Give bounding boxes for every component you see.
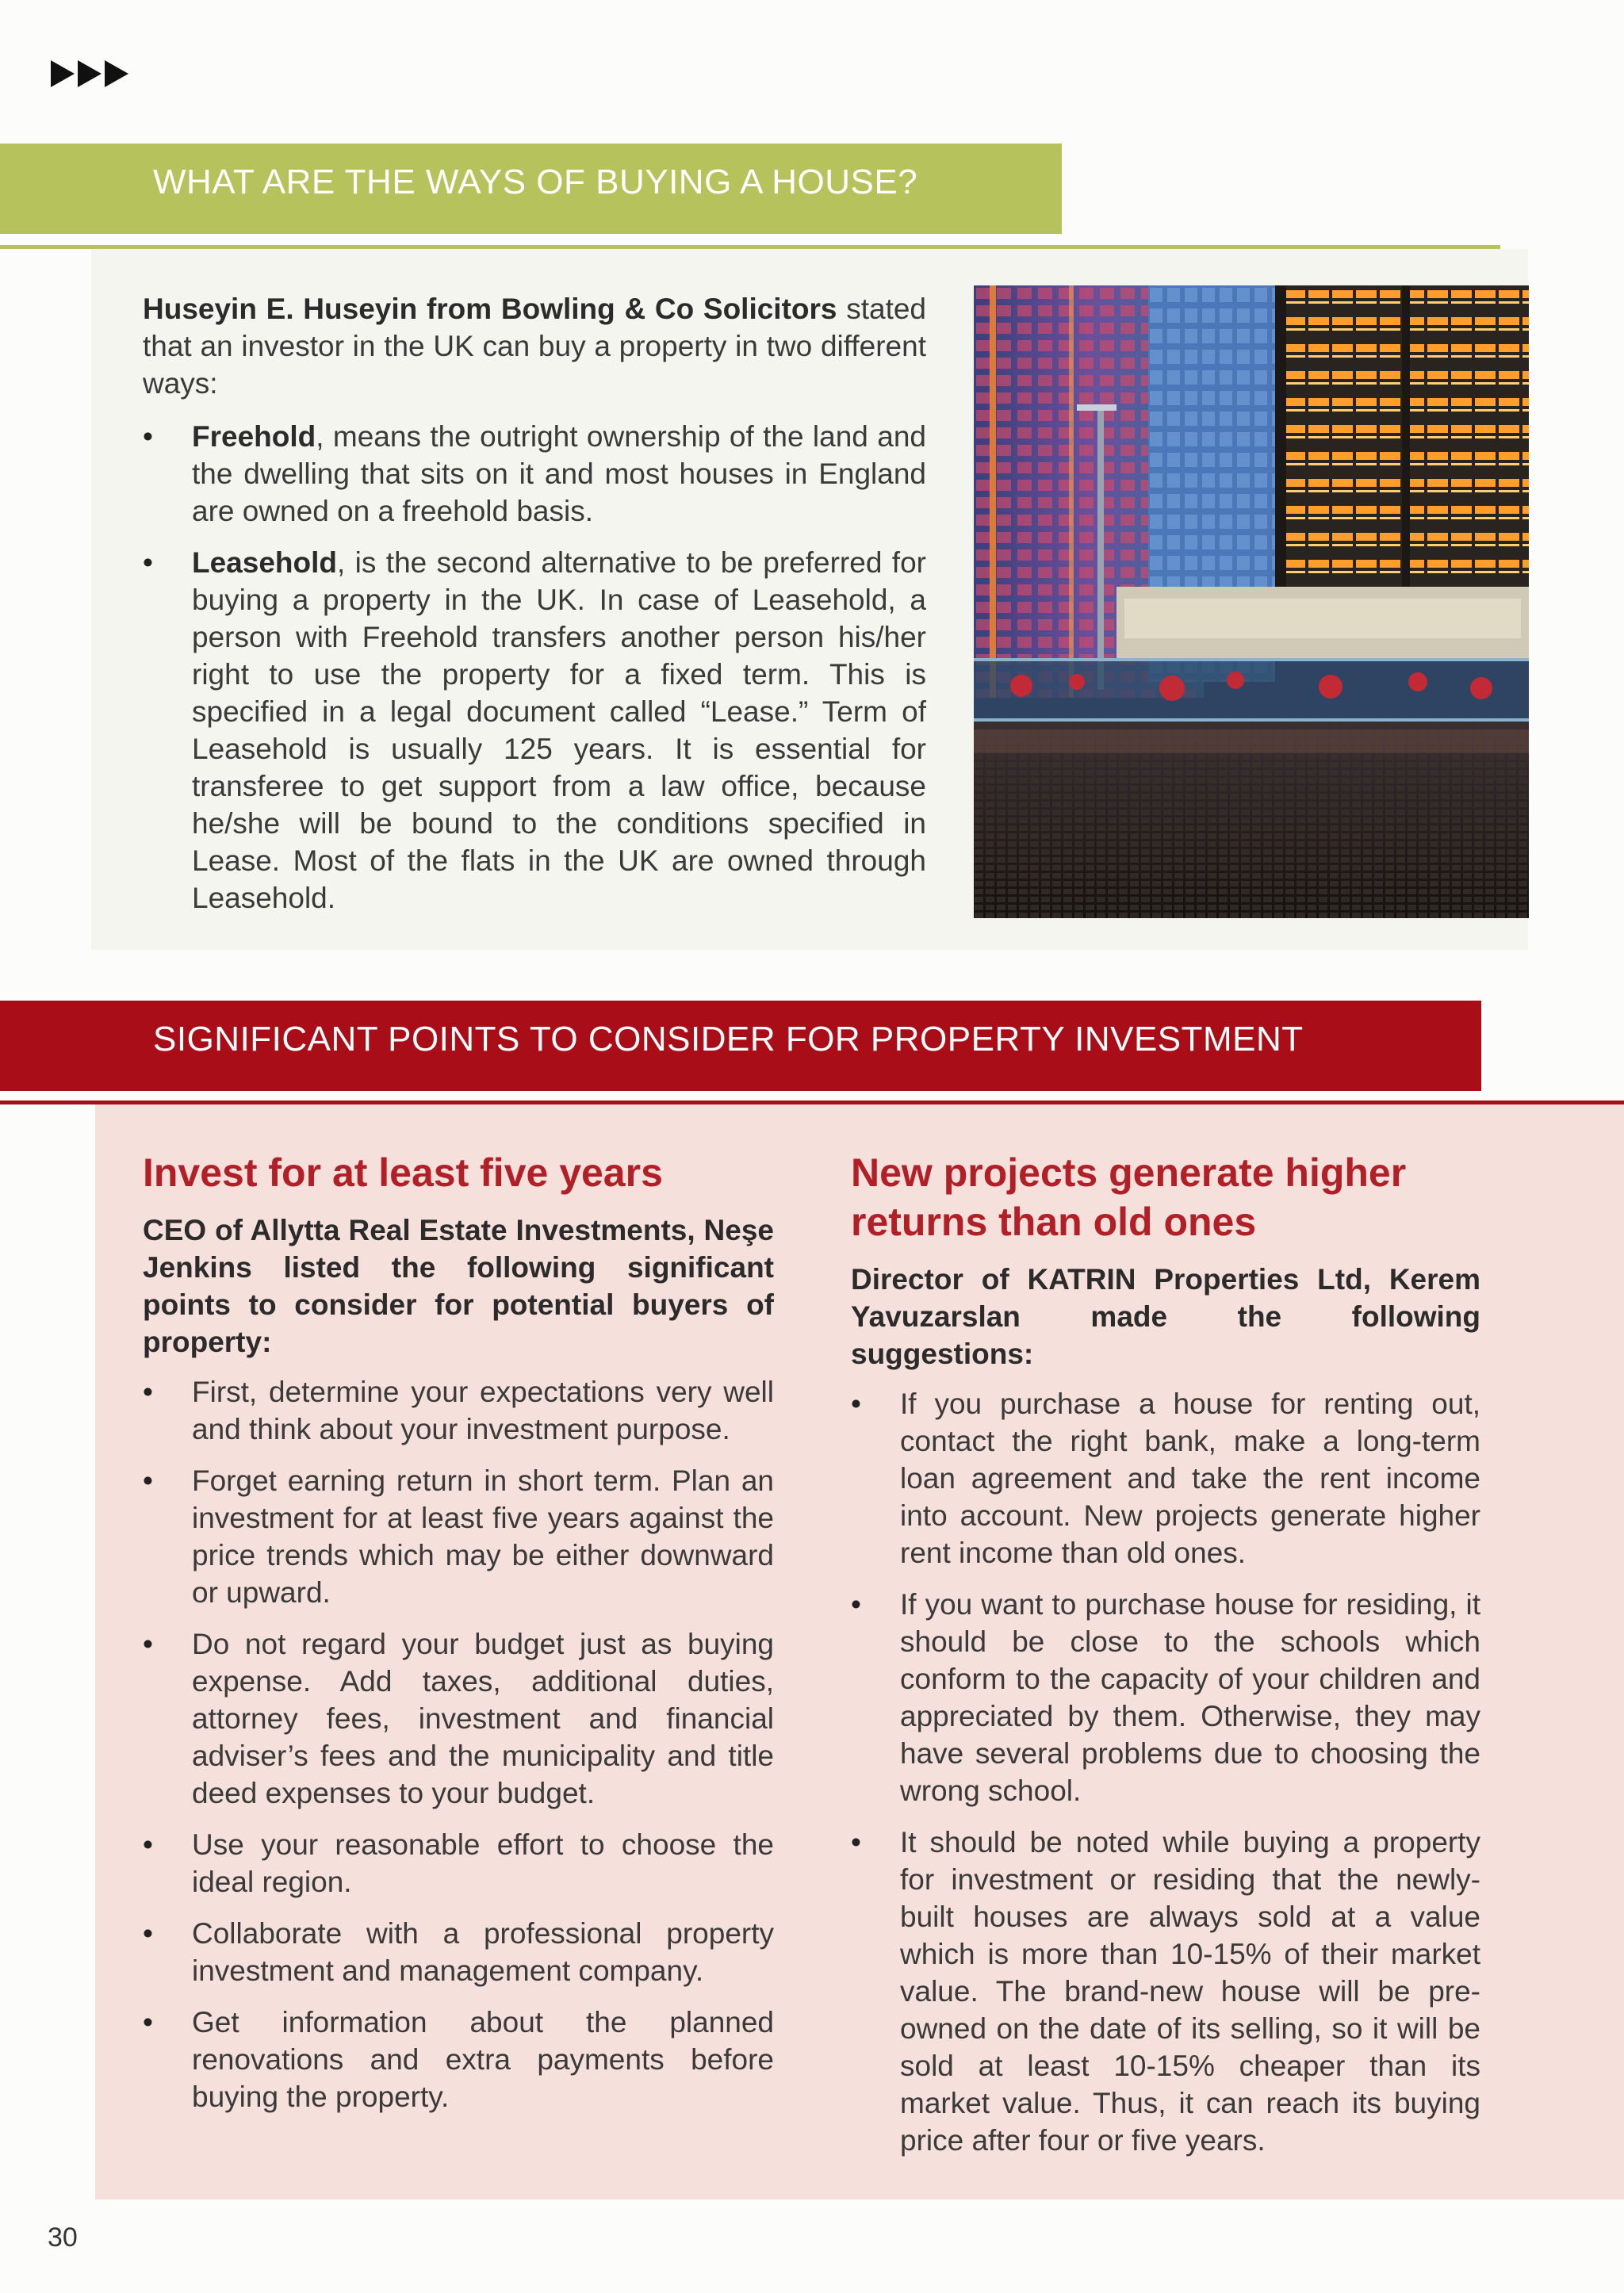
list-item bbox=[851, 1385, 1480, 1571]
left-column bbox=[143, 1148, 774, 2130]
list-item-text: Do not regard your budget just as buying expense. Add taxes, additional duties, attorney fees, investment and financial adviser’s fees and the municipality and title deed expenses to your budget. bbox=[192, 1628, 774, 1809]
bullet-icon: • bbox=[143, 1828, 153, 1861]
arrow-icon-3 bbox=[105, 60, 128, 87]
left-tips-list bbox=[143, 1373, 774, 2115]
term-freehold: Freehold bbox=[192, 420, 316, 453]
list-item-text: Use your reasonable effort to choose the ideal region. bbox=[192, 1828, 774, 1898]
bullet-icon: • bbox=[143, 1376, 153, 1408]
arrow-icon-1 bbox=[51, 60, 75, 87]
list-item-leasehold bbox=[143, 544, 926, 917]
intro-text: stated that an investor in the UK can buy a property in two different ways: bbox=[143, 293, 926, 400]
section1-heading: WHAT ARE THE WAYS OF BUYING A HOUSE? bbox=[153, 163, 918, 201]
right-column-intro: Director of KATRIN Properties Ltd, Kerem Yavuzarslan made the following suggestions: bbox=[851, 1263, 1480, 1370]
bullet-icon: • bbox=[143, 546, 153, 579]
list-item bbox=[143, 1462, 774, 1611]
ownership-list bbox=[143, 418, 926, 917]
intro-source: Huseyin E. Huseyin from Bowling & Co Solicitors bbox=[143, 293, 837, 325]
right-column bbox=[851, 1148, 1480, 2173]
list-item bbox=[143, 2004, 774, 2115]
page-number: 30 bbox=[48, 2222, 78, 2253]
bullet-icon: • bbox=[851, 1588, 861, 1621]
list-item bbox=[851, 1824, 1480, 2159]
list-item-freehold bbox=[143, 418, 926, 530]
list-item bbox=[143, 1915, 774, 1989]
list-item bbox=[143, 1826, 774, 1901]
bullet-icon: • bbox=[851, 1388, 861, 1420]
bullet-icon: • bbox=[851, 1826, 861, 1859]
list-item-text: If you want to purchase house for residing, it should be close to the schools which conform to the capacity of your children and appreciated by them. Otherwise, they may have several problems due to choosing the wrong school. bbox=[900, 1588, 1480, 1807]
list-item-text: If you purchase a house for renting out, contact the right bank, make a long-term loan agreement and take the rent income into account. New projects generate higher rent income than old ones. bbox=[900, 1388, 1480, 1569]
list-item bbox=[143, 1373, 774, 1448]
city-buildings-photo bbox=[974, 285, 1529, 918]
section1-intro bbox=[143, 290, 926, 402]
bullet-icon: • bbox=[143, 420, 153, 453]
bullet-icon: • bbox=[143, 1628, 153, 1660]
term-leasehold: Leasehold bbox=[192, 546, 337, 579]
section1-body bbox=[143, 290, 926, 931]
list-item bbox=[143, 1625, 774, 1812]
section2-banner bbox=[0, 1001, 1481, 1091]
left-column-intro: CEO of Allytta Real Estate Investments, Neşe Jenkins listed the following significant points to consider for potential buyers of property: bbox=[143, 1214, 774, 1358]
bullet-icon: • bbox=[143, 1464, 153, 1497]
list-item-text: First, determine your expectations very well and think about your investment purpose. bbox=[192, 1376, 774, 1445]
bullet-icon: • bbox=[143, 2006, 153, 2038]
left-column-title: Invest for at least five years bbox=[143, 1150, 663, 1195]
list-item-text: Get information about the planned renovations and extra payments before buying the property. bbox=[192, 2006, 774, 2113]
list-item-text: It should be noted while buying a property for investment or residing that the newly-built houses are always sold at a value which is more than 10-15% of their market value. The brand-new house will be pre-owned on the date of its selling, so it will be sold at least 10-15% cheaper than its market value. Thus, it can reach its buying price after four or five years. bbox=[900, 1826, 1480, 2157]
triple-right-arrow-icon bbox=[51, 60, 138, 92]
list-item bbox=[851, 1586, 1480, 1809]
right-column-title: New projects generate higher returns than old ones bbox=[851, 1150, 1407, 1244]
freehold-text: , means the outright ownership of the land and the dwelling that sits on it and most houses in England are owned on a freehold basis. bbox=[192, 420, 926, 527]
bullet-icon: • bbox=[143, 1917, 153, 1950]
right-tips-list bbox=[851, 1385, 1480, 2159]
section1-banner bbox=[0, 144, 1062, 234]
section2-heading: SIGNIFICANT POINTS TO CONSIDER FOR PROPERTY INVESTMENT bbox=[153, 1020, 1304, 1058]
leasehold-text: , is the second alternative to be preferred for buying a property in the UK. In case of Leasehold, a person with Freehold transfers another person his/her right to use the property for a fixed term. This is specified in a legal document called “Lease.” Term of Leasehold is usually 125 years. It is essential for transferee to get support from a law office, because he/she will be bound to the conditions specified in Lease. Most of the flats in the UK are owned through Leasehold. bbox=[192, 546, 926, 914]
arrow-icon-2 bbox=[78, 60, 102, 87]
list-item-text: Collaborate with a professional property investment and management company. bbox=[192, 1917, 774, 1987]
list-item-text: Forget earning return in short term. Plan an investment for at least five years against the price trends which may be either downward or upward. bbox=[192, 1464, 774, 1609]
